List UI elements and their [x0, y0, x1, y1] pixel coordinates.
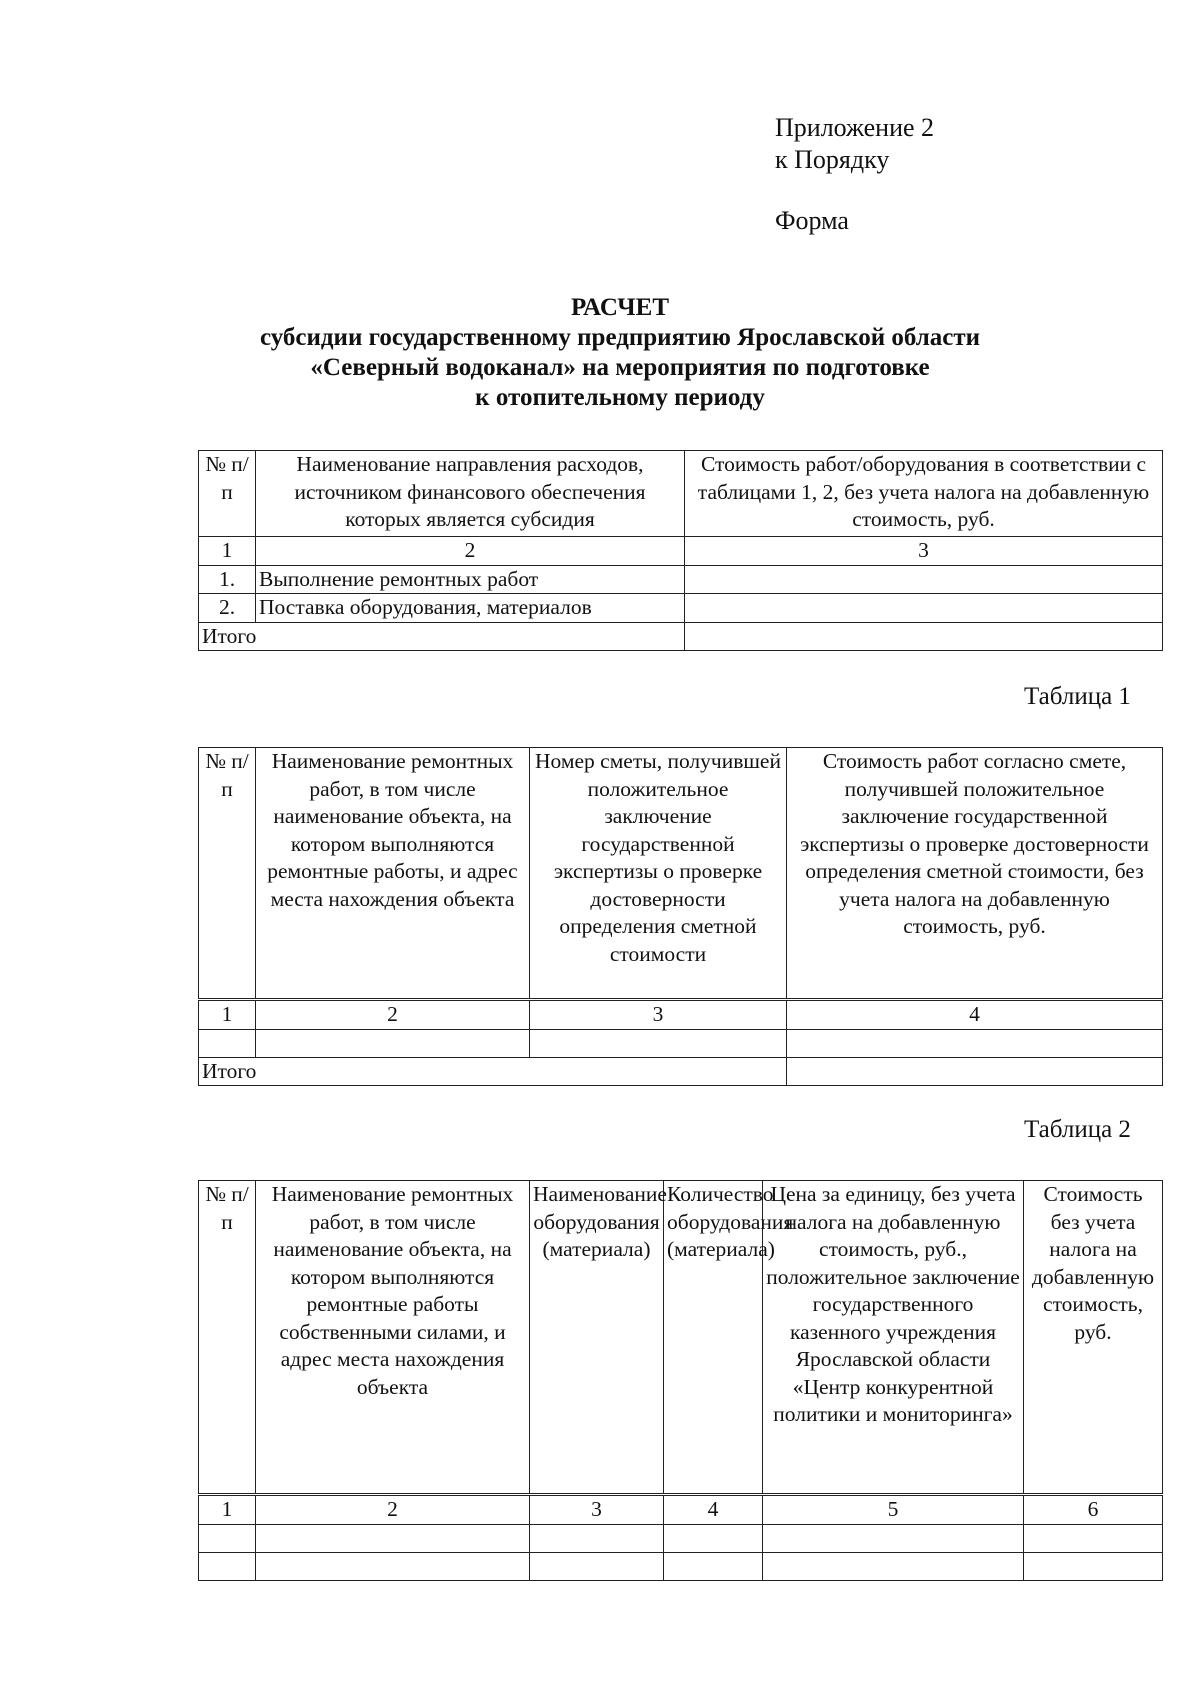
title-line-1: РАСЧЕТ: [570, 294, 669, 321]
header-cell-unit-price: Цена за единицу, без учета налога на добавленную стоимость, руб., положительное заключение государственного казенного учреждения Ярославской области «Центр конкурентной политики и мониторинга»: [763, 1181, 1024, 1495]
column-number: 1: [199, 1000, 256, 1030]
column-number: 2: [256, 1000, 530, 1030]
total-value[interactable]: [787, 1057, 1163, 1086]
row-value[interactable]: [685, 565, 1163, 594]
table-row: [199, 1552, 1163, 1580]
column-number: 6: [1024, 1495, 1163, 1525]
row-number: 2.: [199, 594, 256, 623]
column-number-row: [199, 1000, 1163, 1030]
row-number: 1.: [199, 565, 256, 594]
document-title: [180, 293, 1060, 413]
total-value[interactable]: [685, 622, 1163, 651]
empty-cell[interactable]: [530, 1552, 664, 1580]
header-cell-number: № п/п: [199, 748, 256, 1000]
column-number: 5: [763, 1495, 1024, 1525]
empty-cell[interactable]: [664, 1524, 763, 1552]
empty-cell[interactable]: [1024, 1524, 1163, 1552]
empty-cell[interactable]: [199, 1524, 256, 1552]
table-row: [199, 1029, 1163, 1057]
column-number: 3: [685, 537, 1163, 566]
empty-cell[interactable]: [199, 1552, 256, 1580]
empty-cell[interactable]: [530, 1524, 664, 1552]
table1-label: Таблица 1: [1024, 683, 1131, 710]
column-number-row: [199, 1495, 1163, 1525]
header-cell-cost: Стоимость работ/оборудования в соответствии с таблицами 1, 2, без учета налога на добавленную стоимость, руб.: [685, 451, 1163, 537]
row-name: Поставка оборудования, материалов: [256, 594, 685, 623]
header-cell-equipment-name: Наименование оборудования (материала): [530, 1181, 664, 1495]
table2-label: Таблица 2: [1024, 1116, 1131, 1143]
empty-cell[interactable]: [763, 1552, 1024, 1580]
title-line-2: субсидии государственному предприятию Ярославской области: [259, 324, 981, 351]
header-cell-number: № п/п: [199, 1181, 256, 1495]
table-header-row: [199, 1181, 1163, 1495]
calculation-table: [198, 450, 1163, 651]
table-header-row: [199, 748, 1163, 1000]
empty-cell[interactable]: [256, 1552, 530, 1580]
total-row: [199, 1057, 1163, 1086]
title-line-4: к отопительному периоду: [475, 384, 765, 411]
header-cell-cost: Стоимость без учета налога на добавленную стоимость, руб.: [1024, 1181, 1163, 1495]
row-name: Выполнение ремонтных работ: [256, 565, 685, 594]
table-row: [199, 565, 1163, 594]
header-cell-number: № п/п: [199, 451, 256, 537]
column-number: 2: [256, 537, 685, 566]
header-cell-works-cost: Стоимость работ согласно смете, получившей положительное заключение государственной экспертизы о проверке достоверности определения сметной стоимости, без учета налога на добавленную стоимость, руб.: [787, 748, 1163, 1000]
empty-cell[interactable]: [199, 1029, 256, 1057]
empty-cell[interactable]: [530, 1029, 787, 1057]
column-number: 1: [199, 1495, 256, 1525]
column-number: 4: [787, 1000, 1163, 1030]
total-label: Итого: [199, 622, 685, 651]
form-label: Форма: [775, 206, 849, 235]
equipment-table: [198, 1180, 1163, 1581]
title-line-3: «Северный водоканал» на мероприятия по подготовке: [310, 354, 930, 381]
column-number-row: [199, 537, 1163, 566]
repair-works-table: [198, 747, 1163, 1086]
appendix-reference: [775, 112, 934, 176]
table-header-row: [199, 451, 1163, 537]
total-label: Итого: [199, 1057, 787, 1086]
header-cell-quantity: Количество оборудования (материала): [664, 1181, 763, 1495]
column-number: 2: [256, 1495, 530, 1525]
appendix-order: к Порядку: [775, 145, 890, 174]
appendix-number: Приложение 2: [775, 113, 935, 142]
empty-cell[interactable]: [256, 1029, 530, 1057]
empty-cell[interactable]: [664, 1552, 763, 1580]
column-number: 1: [199, 537, 256, 566]
row-value[interactable]: [685, 594, 1163, 623]
empty-cell[interactable]: [1024, 1552, 1163, 1580]
column-number: 4: [664, 1495, 763, 1525]
empty-cell[interactable]: [256, 1524, 530, 1552]
table-row: [199, 594, 1163, 623]
table-row: [199, 1524, 1163, 1552]
column-number: 3: [530, 1000, 787, 1030]
empty-cell[interactable]: [787, 1029, 1163, 1057]
header-cell-works-name: Наименование ремонтных работ, в том числе наименование объекта, на котором выполняются ремонтные работы собственными силами, и адрес места нахождения объекта: [256, 1181, 530, 1495]
header-cell-direction: Наименование направления расходов, источником финансового обеспечения которых является субсидия: [256, 451, 685, 537]
header-cell-works-name: Наименование ремонтных работ, в том числе наименование объекта, на котором выполняются ремонтные работы, и адрес места нахождения объекта: [256, 748, 530, 1000]
total-row: [199, 622, 1163, 651]
empty-cell[interactable]: [763, 1524, 1024, 1552]
header-cell-estimate-number: Номер сметы, получившей положительное заключение государственной экспертизы о проверке достоверности определения сметной стоимости: [530, 748, 787, 1000]
column-number: 3: [530, 1495, 664, 1525]
